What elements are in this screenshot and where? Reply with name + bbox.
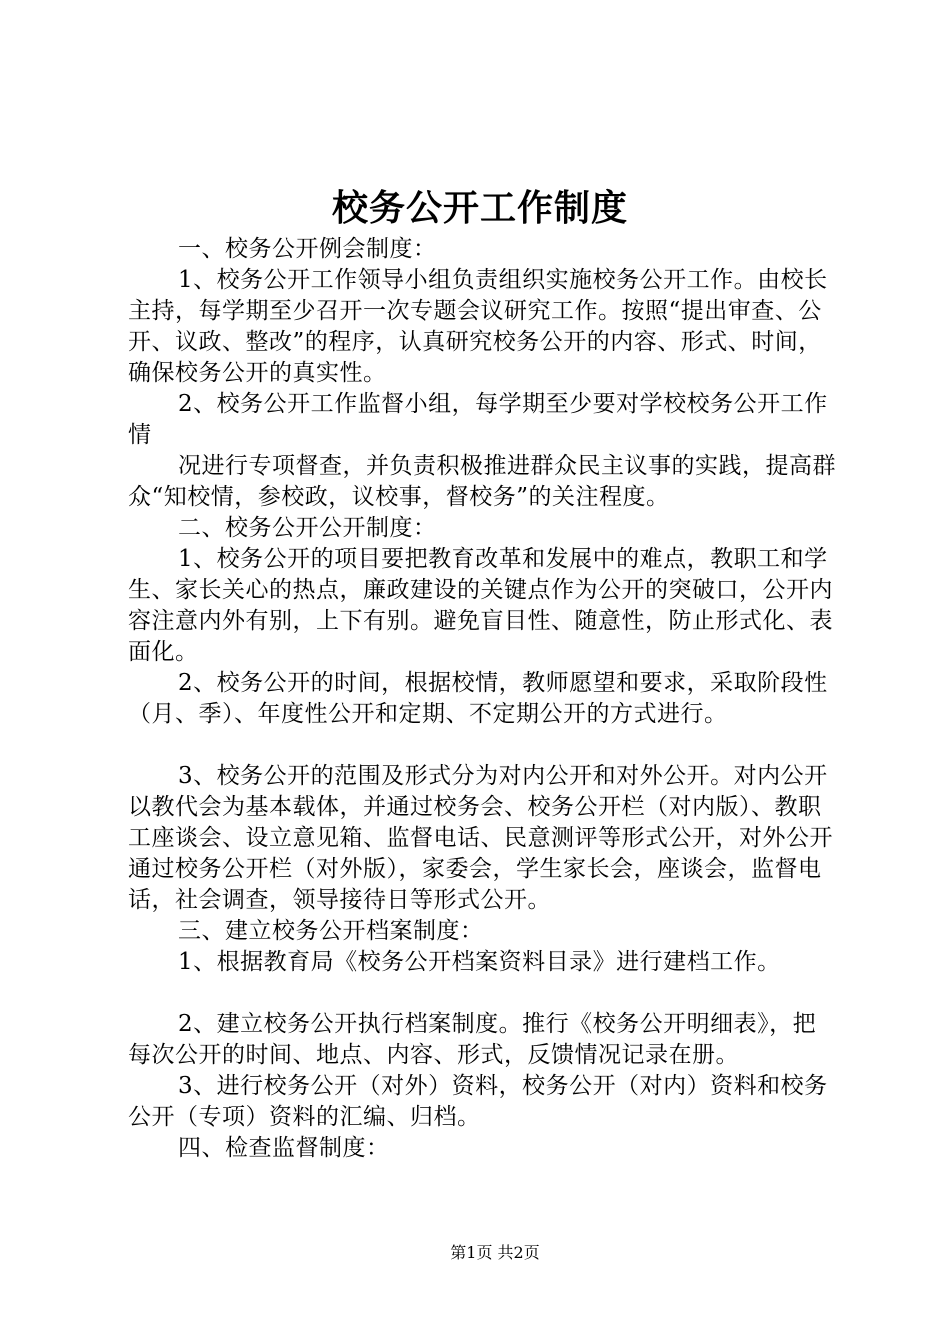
section-heading-1: 一、校务公开例会制度： <box>178 236 437 262</box>
paragraph: 况进行专项督查，并负责积极推进群众民主议事的实践，提高群众“知校情，参校政，议校事，督校务”的关注程度。 <box>128 453 836 510</box>
paragraph: 1、根据教育局《校务公开档案资料目录》进行建档工作。 <box>178 949 781 975</box>
page-number-footer: 第1页 共2页 <box>450 1243 540 1262</box>
section-heading-3: 三、建立校务公开档案制度： <box>178 918 484 944</box>
paragraph: 3、进行校务公开（对外）资料，校务公开（对内）资料和校务公开（专项）资料的汇编、归档。 <box>128 1073 828 1130</box>
paragraph: 1、校务公开工作领导小组负责组织实施校务公开工作。由校长主持，每学期至少召开一次专题会议研究工作。按照“提出审查、公开、议政、整改”的程序，认真研究校务公开的内容、形式、时间，确保校务公开的真实性。 <box>128 267 828 386</box>
paragraph: 2、建立校务公开执行档案制度。推行《校务公开明细表》，把每次公开的时间、地点、内容、形式，反馈情况记录在册。 <box>128 1011 817 1068</box>
paragraph: 1、校务公开的项目要把教育改革和发展中的难点，教职工和学生、家长关心的热点，廉政建设的关键点作为公开的突破口，公开内容注意内外有别，上下有别。避免盲目性、随意性，防止形式化、表面化。 <box>128 546 833 665</box>
document-title: 校务公开工作制度 <box>331 187 628 229</box>
section-heading-2: 二、校务公开公开制度： <box>178 515 437 541</box>
paragraph: 2、校务公开的时间，根据校情，教师愿望和要求，采取阶段性（月、季）、年度性公开和定期、不定期公开的方式进行。 <box>128 670 828 727</box>
paragraph: 2、校务公开工作监督小组，每学期至少要对学校校务公开工作情 <box>128 391 828 448</box>
paragraph: 3、校务公开的范围及形式分为对内公开和对外公开。对内公开以教代会为基本载体，并通过校务会、校务公开栏（对内版）、教职工座谈会、设立意见箱、监督电话、民意测评等形式公开，对外公开通过校务公开栏（对外版），家委会，学生家长会，座谈会，监督电话，社会调查，领导接待日等形式公开。 <box>128 763 833 913</box>
section-heading-4: 四、检查监督制度： <box>178 1135 390 1161</box>
document-body <box>128 234 836 1164</box>
